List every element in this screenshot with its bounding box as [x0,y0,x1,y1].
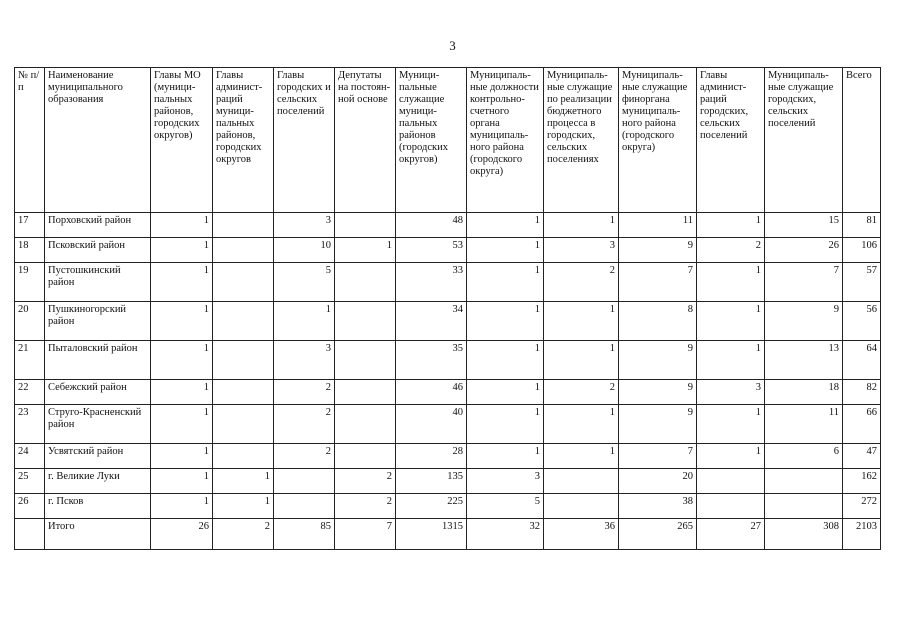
page-number: 3 [449,38,456,53]
municipality-name-cell: Пыталовский район [45,341,151,380]
table-row [15,380,881,405]
value-cell: 2 [213,519,274,550]
value-cell [335,341,396,380]
value-cell: 3 [274,341,335,380]
value-cell [697,494,765,519]
value-cell [765,469,843,494]
value-cell: 1 [151,444,213,469]
value-cell: 1 [151,469,213,494]
value-cell: 27 [697,519,765,550]
value-cell: 1 [335,238,396,263]
value-cell: 308 [765,519,843,550]
value-cell: 1 [151,405,213,444]
value-cell [213,302,274,341]
value-cell: 3 [274,213,335,238]
value-cell: 11 [765,405,843,444]
value-cell: 7 [335,519,396,550]
value-cell [274,469,335,494]
value-cell: 1 [151,494,213,519]
value-cell: 106 [843,238,881,263]
municipality-name-cell: г. Великие Луки [45,469,151,494]
value-cell: 81 [843,213,881,238]
row-number-cell: 25 [15,469,45,494]
value-cell: 7 [765,263,843,302]
value-cell: 9 [619,341,697,380]
value-cell: 1 [151,238,213,263]
header-cell: Муниципаль-ные служащие городских, сельских поселений [765,68,843,213]
value-cell: 5 [467,494,544,519]
value-cell: 1 [697,341,765,380]
value-cell [213,263,274,302]
value-cell: 1 [544,444,619,469]
value-cell: 48 [396,213,467,238]
header-cell: Всего [843,68,881,213]
value-cell: 26 [765,238,843,263]
table-row [15,341,881,380]
value-cell: 9 [619,380,697,405]
value-cell: 8 [619,302,697,341]
value-cell: 2 [274,405,335,444]
header-cell: № п/п [15,68,45,213]
value-cell: 32 [467,519,544,550]
value-cell: 56 [843,302,881,341]
municipality-name-cell: Пушкиногорский район [45,302,151,341]
table-row [15,238,881,263]
value-cell: 1 [697,213,765,238]
value-cell: 5 [274,263,335,302]
value-cell: 2 [335,469,396,494]
value-cell: 3 [697,380,765,405]
value-cell: 6 [765,444,843,469]
value-cell [335,444,396,469]
value-cell: 1 [697,263,765,302]
row-number-cell: 23 [15,405,45,444]
row-number-cell: 18 [15,238,45,263]
value-cell [213,380,274,405]
value-cell: 10 [274,238,335,263]
value-cell: 7 [619,263,697,302]
value-cell: 13 [765,341,843,380]
value-cell: 7 [619,444,697,469]
value-cell: 2103 [843,519,881,550]
table-header-row [15,68,881,213]
value-cell: 18 [765,380,843,405]
value-cell: 28 [396,444,467,469]
header-cell: Муниципаль-ные служащие финоргана муниципаль-ного района (городского округа) [619,68,697,213]
value-cell [544,469,619,494]
value-cell: 26 [151,519,213,550]
value-cell: 64 [843,341,881,380]
table-row [15,302,881,341]
value-cell: 40 [396,405,467,444]
value-cell: 1 [467,380,544,405]
value-cell: 1 [544,341,619,380]
row-number-cell: 26 [15,494,45,519]
municipality-name-cell: Итого [45,519,151,550]
value-cell: 1 [151,341,213,380]
header-cell: Главы админист-раций муници-пальных районов, городских округов [213,68,274,213]
value-cell: 47 [843,444,881,469]
value-cell: 85 [274,519,335,550]
table-row [15,405,881,444]
value-cell: 33 [396,263,467,302]
value-cell [274,494,335,519]
value-cell: 1 [697,405,765,444]
value-cell: 1 [151,380,213,405]
value-cell: 38 [619,494,697,519]
value-cell: 1315 [396,519,467,550]
value-cell: 20 [619,469,697,494]
table-row [15,494,881,519]
municipality-name-cell: Псковский район [45,238,151,263]
value-cell: 15 [765,213,843,238]
row-number-cell: 22 [15,380,45,405]
header-cell: Муници-пальные служащие муници-пальных районов (городских округов) [396,68,467,213]
header-cell: Главы МО (муници-пальных районов, городских округов) [151,68,213,213]
value-cell: 1 [274,302,335,341]
table-row [15,469,881,494]
value-cell [335,380,396,405]
value-cell [335,213,396,238]
value-cell [213,341,274,380]
value-cell: 34 [396,302,467,341]
row-number-cell: 19 [15,263,45,302]
value-cell: 265 [619,519,697,550]
municipality-name-cell: Себежский район [45,380,151,405]
value-cell: 2 [274,380,335,405]
value-cell: 46 [396,380,467,405]
value-cell: 36 [544,519,619,550]
value-cell [213,444,274,469]
value-cell: 2 [274,444,335,469]
header-cell: Главы админист-раций городских, сельских поселений [697,68,765,213]
header-cell: Главы городских и сельских поселений [274,68,335,213]
value-cell: 1 [467,341,544,380]
municipality-name-cell: г. Псков [45,494,151,519]
row-number-cell: 24 [15,444,45,469]
value-cell [765,494,843,519]
value-cell: 1 [467,213,544,238]
value-cell: 225 [396,494,467,519]
value-cell: 66 [843,405,881,444]
value-cell: 2 [544,380,619,405]
value-cell: 57 [843,263,881,302]
value-cell: 1 [213,469,274,494]
value-cell [335,405,396,444]
value-cell: 1 [151,263,213,302]
value-cell: 9 [765,302,843,341]
value-cell: 272 [843,494,881,519]
value-cell: 162 [843,469,881,494]
value-cell [335,263,396,302]
value-cell: 1 [467,444,544,469]
value-cell: 1 [544,405,619,444]
row-number-cell: 20 [15,302,45,341]
municipality-name-cell: Струго-Красненский район [45,405,151,444]
row-number-cell: 17 [15,213,45,238]
value-cell [213,213,274,238]
value-cell: 1 [544,302,619,341]
value-cell [697,469,765,494]
value-cell: 9 [619,238,697,263]
value-cell: 1 [467,302,544,341]
value-cell: 1 [697,444,765,469]
table-total-row [15,519,881,550]
municipality-name-cell: Пустошкинский район [45,263,151,302]
value-cell: 3 [467,469,544,494]
value-cell [335,302,396,341]
value-cell: 1 [544,213,619,238]
value-cell: 35 [396,341,467,380]
value-cell: 2 [335,494,396,519]
value-cell: 53 [396,238,467,263]
value-cell: 2 [544,263,619,302]
table-row [15,213,881,238]
value-cell: 11 [619,213,697,238]
value-cell: 1 [467,405,544,444]
value-cell: 135 [396,469,467,494]
data-table [14,67,881,550]
municipality-name-cell: Усвятский район [45,444,151,469]
value-cell: 1 [467,238,544,263]
header-cell: Депутаты на постоян-ной основе [335,68,396,213]
value-cell: 1 [467,263,544,302]
value-cell [213,238,274,263]
value-cell: 1 [697,302,765,341]
municipality-name-cell: Порховский район [45,213,151,238]
value-cell: 1 [151,213,213,238]
header-cell: Муниципаль-ные служащие по реализации бюджетного процесса в городских, сельских поселениях [544,68,619,213]
table-row [15,263,881,302]
value-cell [544,494,619,519]
value-cell: 3 [544,238,619,263]
row-number-cell: 21 [15,341,45,380]
row-number-cell [15,519,45,550]
value-cell: 9 [619,405,697,444]
value-cell: 2 [697,238,765,263]
header-cell: Муниципаль-ные должности контрольно-счетного органа муниципаль-ного района (городского округа) [467,68,544,213]
value-cell: 82 [843,380,881,405]
value-cell: 1 [213,494,274,519]
header-cell: Наименование муниципального образования [45,68,151,213]
table-row [15,444,881,469]
value-cell: 1 [151,302,213,341]
value-cell [213,405,274,444]
